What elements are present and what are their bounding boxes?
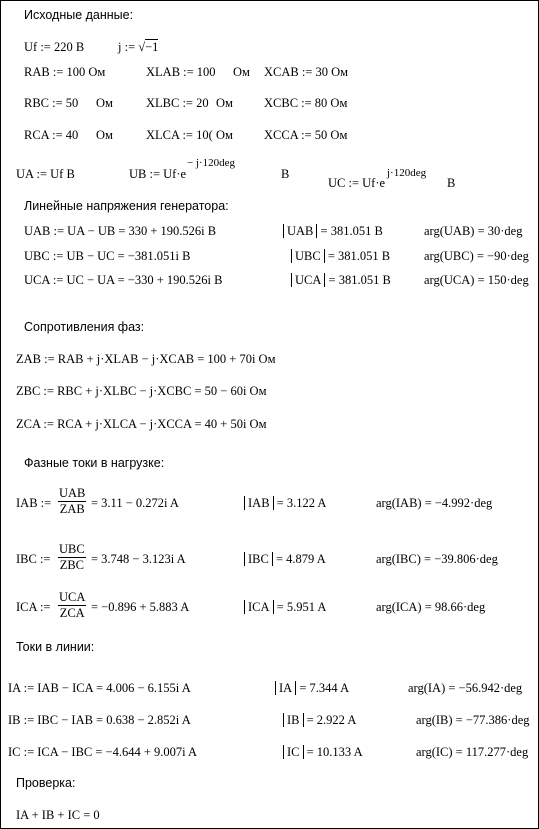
- j-definition: j := √−1: [118, 40, 159, 54]
- uca-expression: UCA := UC − UA = −330 + 190.526i В: [24, 273, 223, 287]
- ub-unit: В: [281, 167, 290, 181]
- zca-expression: ZCA := RCA + j·XLCA − j·XCCA = 40 + 50i Ом: [16, 417, 267, 431]
- xlbc-definition: XLBC := 20: [146, 96, 209, 110]
- ica-fraction: UCA ZCA: [59, 590, 86, 620]
- uab-expression: UAB := UA − UB = 330 + 190.526i В: [24, 224, 217, 238]
- ib-magnitude: IB = 2.922 A: [283, 713, 356, 728]
- zab-expression: ZAB := RAB + j·XLAB − j·XCAB = 100 + 70i Ом: [16, 352, 276, 366]
- heading-check: Проверка:: [16, 776, 76, 790]
- uca-magnitude: UCA = 381.051 В: [291, 273, 391, 288]
- ib-argument: arg(IB) = −77.386·deg: [416, 713, 530, 727]
- uca-argument: arg(UCA) = 150·deg: [424, 273, 529, 287]
- ic-argument: arg(IC) = 117.277·deg: [416, 745, 529, 759]
- ia-magnitude: IA = 7.344 A: [275, 681, 349, 696]
- xlca-definition: XLCA := 10(: [146, 128, 213, 142]
- uf-definition: Uf := 220 В: [24, 40, 85, 54]
- xcca-definition: XCCA := 50 Ом: [264, 128, 348, 142]
- rbc-unit: Ом: [96, 96, 113, 110]
- xcab-definition: XCAB := 30 Ом: [264, 65, 349, 79]
- uab-argument: arg(UAB) = 30·deg: [424, 224, 523, 238]
- iab-magnitude: IAB = 3.122 A: [244, 496, 326, 511]
- sqrt-sign: √: [138, 40, 146, 54]
- ic-magnitude: IC = 10.133 A: [283, 745, 363, 760]
- ia-expression: IA := IAB − ICA = 4.006 − 6.155i A: [8, 681, 191, 695]
- iab-fraction: UAB ZAB: [59, 486, 86, 516]
- heading-source-data: Исходные данные:: [24, 8, 134, 22]
- uc-unit: В: [447, 176, 456, 190]
- iab-lhs: IAB :=: [16, 496, 52, 510]
- ia-argument: arg(IA) = −56.942·deg: [408, 681, 523, 695]
- heading-phase-currents: Фазные токи в нагрузке:: [24, 456, 165, 470]
- ibc-magnitude: IBC = 4.879 A: [244, 552, 326, 567]
- ica-argument: arg(ICA) = 98.66·deg: [376, 600, 486, 614]
- current-sum-check: IA + IB + IC = 0: [16, 808, 100, 822]
- uc-exponent: j·120deg: [387, 167, 427, 179]
- xlab-definition: XLAB := 100: [146, 65, 216, 79]
- xlbc-unit: Ом: [216, 96, 233, 110]
- ibc-fraction: UBC ZBC: [59, 542, 85, 572]
- xlca-unit: Ом: [216, 128, 233, 142]
- heading-impedances: Сопротивления фаз:: [24, 320, 145, 334]
- heading-line-voltages: Линейные напряжения генератора:: [24, 199, 229, 213]
- ibc-lhs: IBC :=: [16, 552, 51, 566]
- heading-line-currents: Токи в линии:: [16, 640, 95, 654]
- rca-definition: RCA := 40: [24, 128, 79, 142]
- zbc-expression: ZBC := RBC + j·XLBC − j·XCBC = 50 − 60i Ом: [16, 384, 267, 398]
- xcbc-definition: XCBC := 80 Ом: [264, 96, 348, 110]
- iab-value: = 3.11 − 0.272i A: [91, 496, 179, 510]
- ica-value: = −0.896 + 5.883 A: [91, 600, 190, 614]
- ibc-value: = 3.748 − 3.123i A: [91, 552, 186, 566]
- ub-definition: UB := Uf·e: [129, 167, 187, 181]
- ibc-argument: arg(IBC) = −39.806·deg: [376, 552, 498, 566]
- ubc-expression: UBC := UB − UC = −381.051i В: [24, 249, 191, 263]
- uab-magnitude: UAB = 381.051 В: [283, 224, 383, 239]
- ubc-magnitude: UBC = 381.051 В: [291, 249, 390, 264]
- ic-expression: IC := ICA − IBC = −4.644 + 9.007i A: [8, 745, 198, 759]
- ib-expression: IB := IBC − IAB = 0.638 − 2.852i A: [8, 713, 191, 727]
- xlab-unit: Ом: [233, 65, 250, 79]
- ub-exponent: − j·120deg: [187, 157, 236, 169]
- ica-magnitude: ICA = 5.951 A: [244, 600, 326, 615]
- uc-definition: UC := Uf·e: [328, 176, 386, 190]
- rca-unit: Ом: [96, 128, 113, 142]
- ica-lhs: ICA :=: [16, 600, 51, 614]
- ubc-argument: arg(UBC) = −90·deg: [424, 249, 529, 263]
- iab-argument: arg(IAB) = −4.992·deg: [376, 496, 493, 510]
- rbc-definition: RBC := 50: [24, 96, 79, 110]
- rab-definition: RAB := 100 Ом: [24, 65, 106, 79]
- ua-definition: UA := Uf В: [16, 167, 75, 181]
